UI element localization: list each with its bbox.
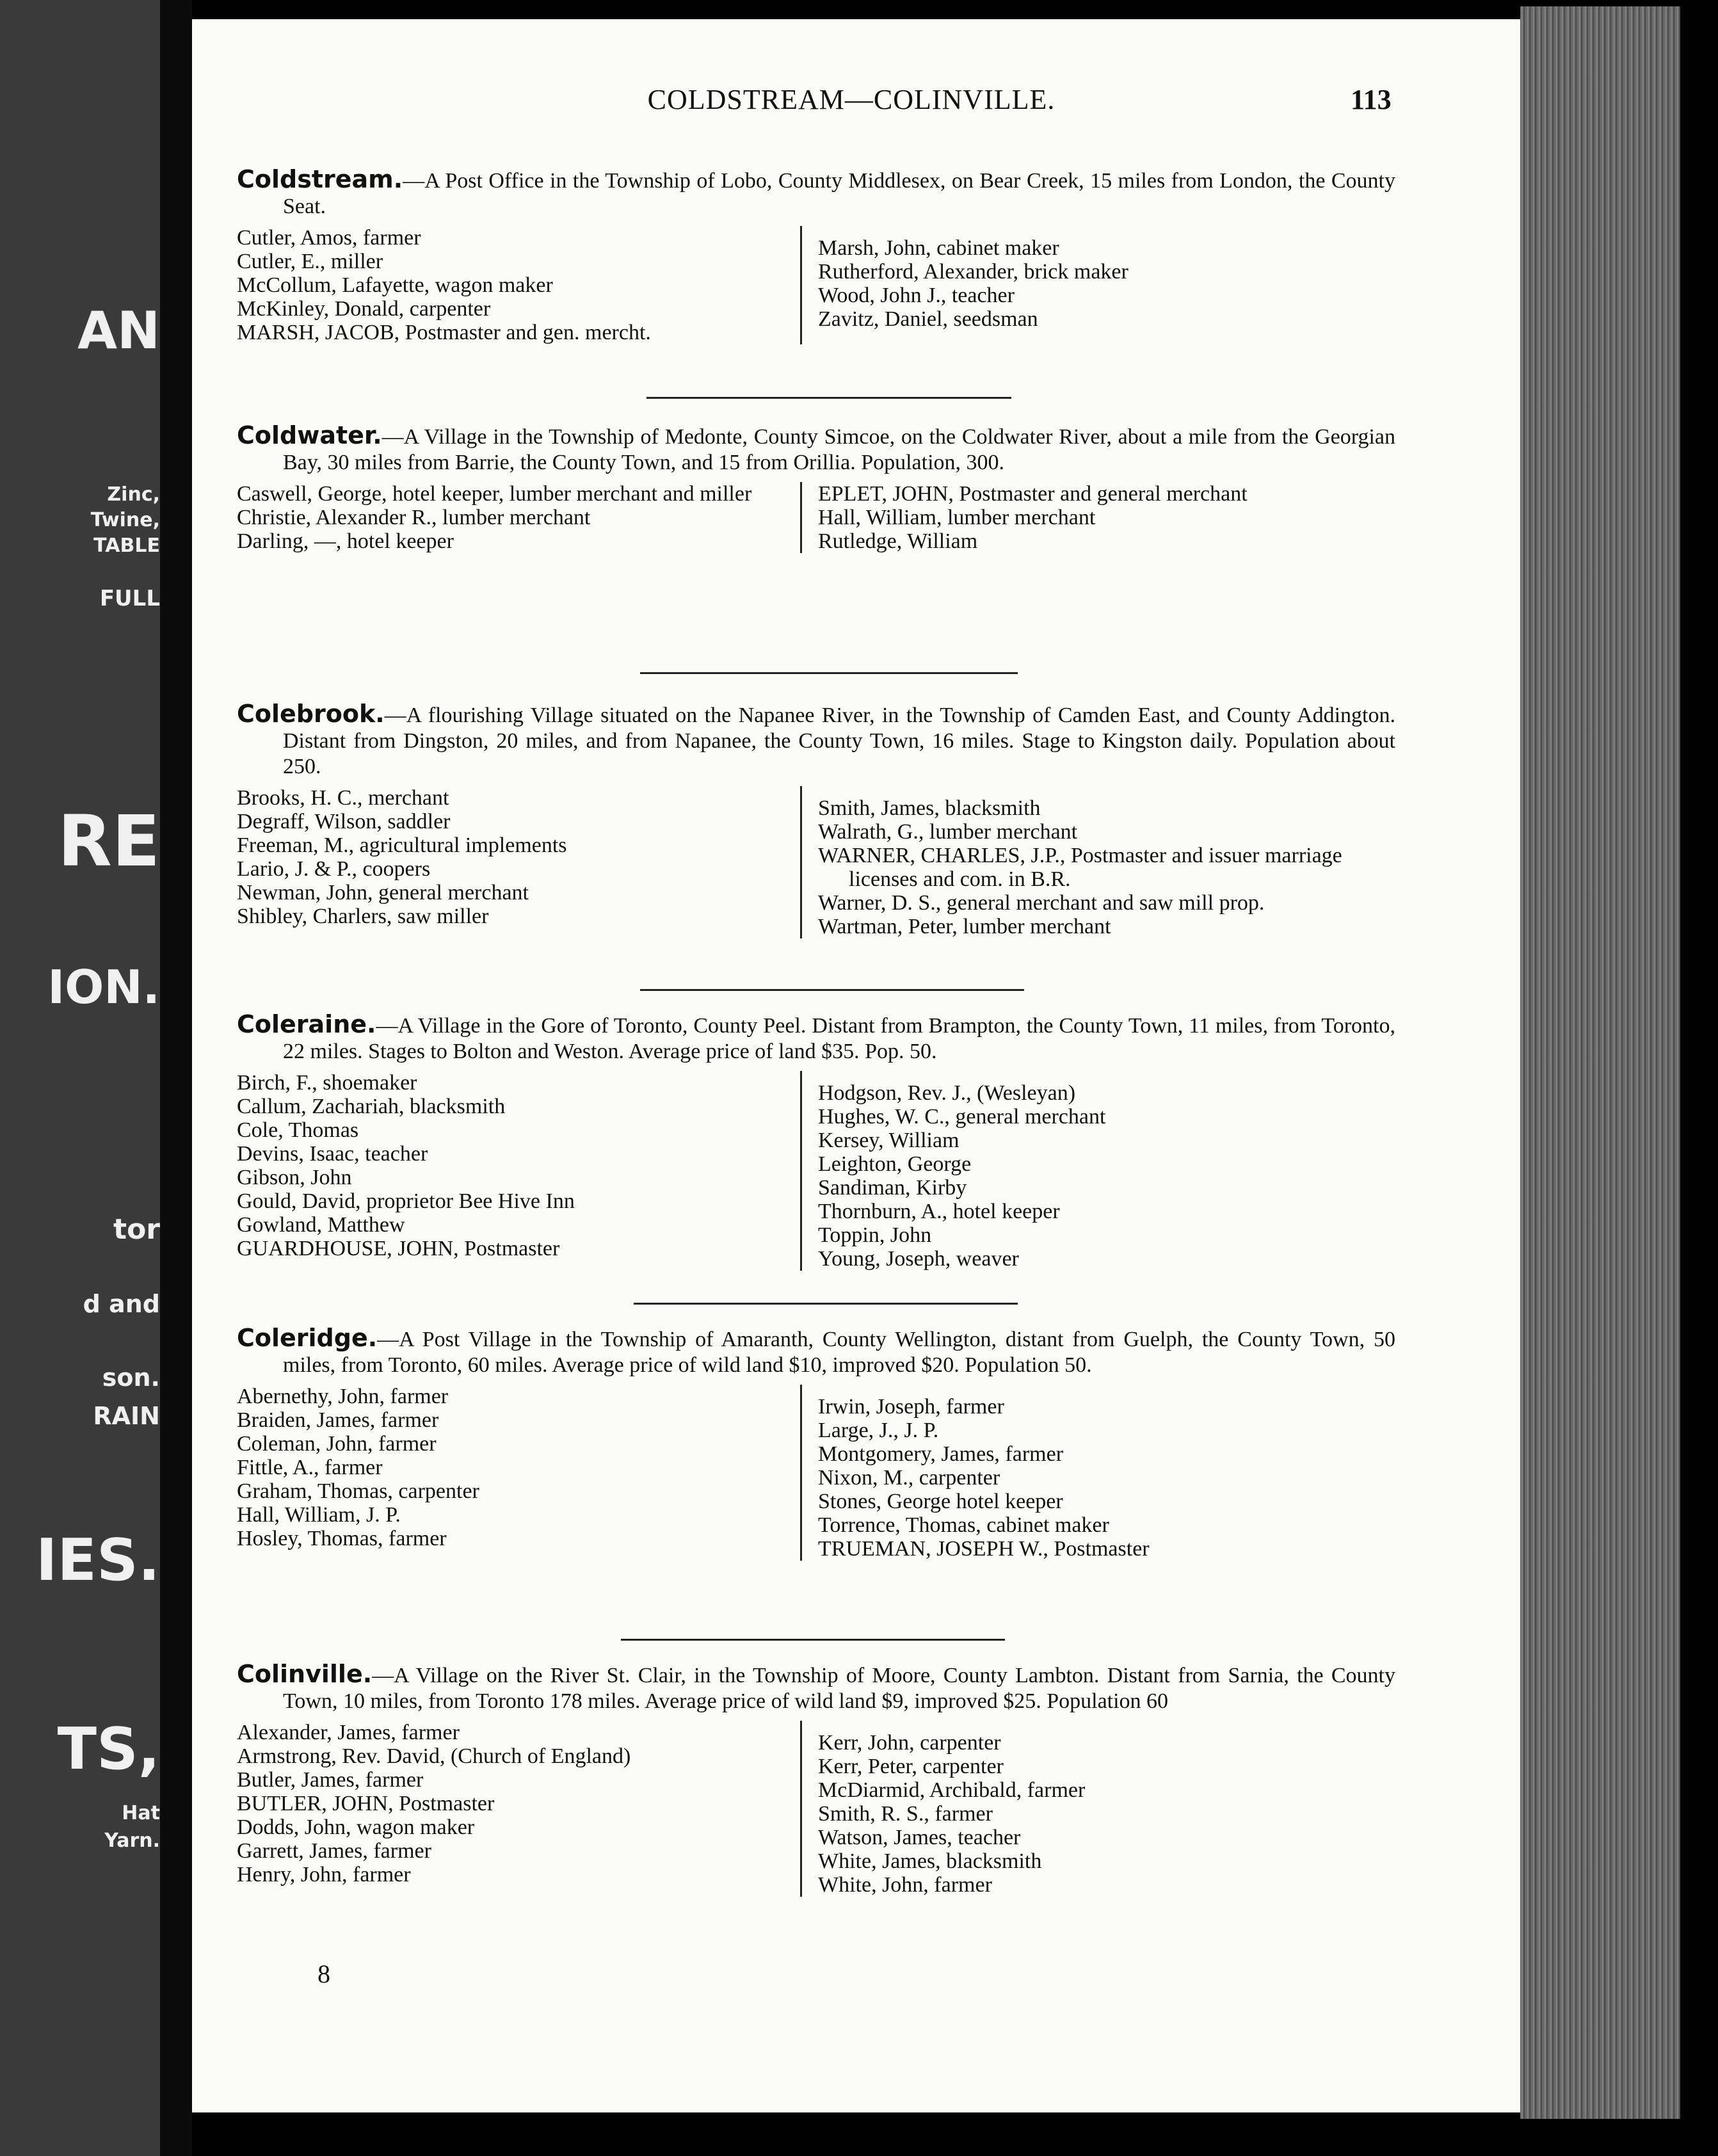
facing-page-fragment: son.: [102, 1364, 160, 1392]
entry-description: [237, 1325, 1395, 1378]
section-divider: [621, 1639, 1005, 1641]
resident-entry: Wartman, Peter, lumber merchant: [818, 915, 1111, 938]
residents-left-column: [237, 1071, 800, 1271]
residents-left-column: [237, 1385, 800, 1561]
entry-description: [237, 1011, 1395, 1065]
page-edges: [1520, 6, 1680, 2119]
resident-entry: Birch, F., shoemaker: [237, 1071, 417, 1095]
facing-page-fragment: AN: [77, 301, 160, 360]
entry-description: [237, 1661, 1395, 1714]
entry-coldwater: [237, 422, 1395, 553]
facing-page-fragment: RE: [58, 800, 160, 882]
place-name: Coleraine.: [237, 1010, 376, 1038]
description-text: —A flourishing Village situated on the Napanee River, in the Township of Camden East, and County Addington. Distant from Dingston, 20 miles, and from Napanee, the County Town, 16 miles. Stage to Kingston daily. Population about 250.: [283, 704, 1395, 778]
printer-signature: 8: [317, 1959, 330, 1988]
resident-entry: Sandiman, Kirby: [818, 1176, 967, 1200]
facing-page-fragment: RAIN: [93, 1402, 160, 1430]
description-text: —A Village in the Gore of Toronto, County Peel. Distant from Brampton, the County Town, 11 miles, from Toronto, 22 miles. Stages to Bolton and Weston. Average price of land $35. Pop. 50.: [283, 1014, 1395, 1063]
resident-entry: Devins, Isaac, teacher: [237, 1142, 428, 1166]
resident-entry: Cutler, Amos, farmer: [237, 226, 421, 250]
resident-entry: Cole, Thomas: [237, 1118, 359, 1142]
resident-entry: Butler, James, farmer: [237, 1768, 424, 1792]
facing-page-fragment: Zinc,: [107, 483, 160, 506]
resident-entry: Thornburn, A., hotel keeper: [818, 1200, 1060, 1223]
facing-page-fragment: IES.: [36, 1527, 160, 1594]
resident-entry: Smith, James, blacksmith: [818, 796, 1041, 820]
resident-entry: Garrett, James, farmer: [237, 1839, 431, 1863]
resident-entry: TRUEMAN, JOSEPH W., Postmaster: [818, 1537, 1150, 1561]
description-text: —A Post Village in the Township of Amaranth, County Wellington, distant from Guelph, the County Town, 50 miles, from Toronto, 60 miles. Average price of wild land $10, improved $20. Population 50.: [283, 1328, 1395, 1377]
resident-entry: Toppin, John: [818, 1223, 932, 1247]
description-text: —A Post Office in the Township of Lobo, County Middlesex, on Bear Creek, 15 miles from London, the County Seat.: [283, 169, 1395, 218]
resident-entry: Cutler, E., miller: [237, 250, 383, 273]
resident-entry: Caswell, George, hotel keeper, lumber merchant and miller: [237, 482, 752, 506]
entry-coleridge: [237, 1325, 1395, 1561]
section-divider: [646, 397, 1011, 399]
resident-entry: Christie, Alexander R., lumber merchant: [237, 506, 591, 529]
residents-columns: [237, 786, 1395, 938]
resident-entry: Montgomery, James, farmer: [818, 1442, 1064, 1466]
resident-entry: Braiden, James, farmer: [237, 1408, 439, 1432]
resident-entry: Gould, David, proprietor Bee Hive Inn: [237, 1189, 575, 1213]
resident-entry: Fittle, A., farmer: [237, 1456, 383, 1479]
running-title: COLDSTREAM—COLINVILLE.: [647, 84, 1056, 115]
resident-entry: McCollum, Lafayette, wagon maker: [237, 273, 553, 297]
book-gutter: [160, 0, 192, 2156]
residents-columns: [237, 1071, 1395, 1271]
resident-entry: Irwin, Joseph, farmer: [818, 1395, 1004, 1419]
residents-left-column: [237, 1721, 800, 1897]
entry-coldstream: [237, 166, 1395, 344]
facing-page-fragment: Hat: [122, 1802, 160, 1824]
section-divider: [640, 672, 1018, 674]
resident-entry: Large, J., J. P.: [818, 1419, 939, 1442]
description-text: —A Village on the River St. Clair, in the Township of Moore, County Lambton. Distant from Sarnia, the County Town, 10 miles, from Toronto 178 miles. Average price of wild land $9, improved $25. Population 60: [283, 1664, 1395, 1713]
resident-entry: Warner, D. S., general merchant and saw mill prop.: [818, 891, 1265, 915]
resident-entry: Henry, John, farmer: [237, 1863, 411, 1886]
residents-right-column: [800, 226, 1381, 344]
directory-page: [192, 19, 1520, 2112]
resident-entry: Rutherford, Alexander, brick maker: [818, 260, 1128, 284]
place-name: Colebrook.: [237, 700, 385, 728]
resident-entry: Degraff, Wilson, saddler: [237, 810, 451, 833]
facing-page-fragment: tor: [113, 1213, 160, 1246]
resident-entry: Zavitz, Daniel, seedsman: [818, 307, 1038, 331]
resident-entry: White, John, farmer: [818, 1873, 992, 1897]
resident-entry: Kersey, William: [818, 1129, 959, 1152]
facing-page-fragment: Yarn.: [104, 1830, 160, 1852]
resident-entry: Wood, John J., teacher: [818, 284, 1015, 307]
facing-page-sliver: [0, 0, 160, 2156]
resident-entry: Coleman, John, farmer: [237, 1432, 437, 1456]
residents-right-column: [800, 1071, 1381, 1271]
resident-entry: Graham, Thomas, carpenter: [237, 1479, 479, 1503]
resident-entry: Kerr, John, carpenter: [818, 1731, 1001, 1755]
place-name: Coldwater.: [237, 421, 382, 449]
residents-right-column: [800, 1385, 1381, 1561]
resident-entry: Hughes, W. C., general merchant: [818, 1105, 1106, 1129]
resident-entry: Rutledge, William: [818, 529, 978, 553]
resident-entry: Lario, J. & P., coopers: [237, 857, 431, 881]
resident-entry: Alexander, James, farmer: [237, 1721, 460, 1744]
residents-columns: [237, 1385, 1395, 1561]
entry-colebrook: [237, 701, 1395, 938]
section-divider: [640, 989, 1024, 991]
resident-entry: Dodds, John, wagon maker: [237, 1815, 475, 1839]
facing-page-fragment: FULL: [99, 586, 160, 611]
resident-entry: Armstrong, Rev. David, (Church of England): [237, 1744, 631, 1768]
place-name: Colinville.: [237, 1660, 373, 1688]
resident-entry: Gibson, John: [237, 1166, 352, 1189]
resident-entry: McDiarmid, Archibald, farmer: [818, 1778, 1086, 1802]
place-name: Coleridge.: [237, 1324, 378, 1352]
residents-right-column: [800, 482, 1381, 553]
residents-right-column: [800, 1721, 1381, 1897]
entry-description: [237, 166, 1395, 220]
resident-entry: Torrence, Thomas, cabinet maker: [818, 1513, 1109, 1537]
entry-colinville: [237, 1661, 1395, 1897]
section-divider: [634, 1303, 1018, 1305]
resident-entry: Darling, —, hotel keeper: [237, 529, 454, 553]
resident-entry: Marsh, John, cabinet maker: [818, 236, 1059, 260]
facing-page-fragment: Twine,: [90, 509, 160, 531]
resident-entry: Callum, Zachariah, blacksmith: [237, 1095, 506, 1118]
resident-entry: Stones, George hotel keeper: [818, 1490, 1063, 1513]
resident-entry: Smith, R. S., farmer: [818, 1802, 993, 1826]
resident-entry: BUTLER, JOHN, Postmaster: [237, 1792, 495, 1815]
resident-entry: Freeman, M., agricultural implements: [237, 833, 567, 857]
resident-entry: Nixon, M., carpenter: [818, 1466, 1000, 1490]
resident-entry: Hall, William, J. P.: [237, 1503, 401, 1527]
residents-left-column: [237, 786, 800, 938]
page-number: 113: [1351, 84, 1392, 115]
entry-coleraine: [237, 1011, 1395, 1271]
resident-entry: Watson, James, teacher: [818, 1826, 1021, 1849]
resident-entry: Kerr, Peter, carpenter: [818, 1755, 1004, 1778]
resident-entry: EPLET, JOHN, Postmaster and general merchant: [818, 482, 1248, 506]
resident-entry: Walrath, G., lumber merchant: [818, 820, 1078, 844]
resident-entry: Gowland, Matthew: [237, 1213, 405, 1237]
resident-entry: Brooks, H. C., merchant: [237, 786, 449, 810]
residents-columns: [237, 482, 1395, 553]
residents-columns: [237, 1721, 1395, 1897]
resident-entry: GUARDHOUSE, JOHN, Postmaster: [237, 1237, 560, 1260]
resident-entry: Hodgson, Rev. J., (Wesleyan): [818, 1081, 1076, 1105]
resident-entry: Young, Joseph, weaver: [818, 1247, 1019, 1271]
facing-page-fragment: d and: [83, 1290, 160, 1318]
entry-description: [237, 422, 1395, 476]
resident-entry: MARSH, JACOB, Postmaster and gen. mercht.: [237, 321, 651, 344]
resident-entry: WARNER, CHARLES, J.P., Postmaster and issuer marriage licenses and com. in B.R.: [818, 844, 1342, 891]
resident-entry: Newman, John, general merchant: [237, 881, 529, 905]
residents-columns: [237, 226, 1395, 344]
residents-left-column: [237, 226, 800, 344]
resident-entry: Abernethy, John, farmer: [237, 1385, 449, 1408]
resident-entry: McKinley, Donald, carpenter: [237, 297, 491, 321]
facing-page-fragment: ION.: [47, 960, 160, 1014]
entry-description: [237, 701, 1395, 780]
resident-entry: Hosley, Thomas, farmer: [237, 1527, 447, 1550]
resident-entry: Hall, William, lumber merchant: [818, 506, 1096, 529]
resident-entry: Shibley, Charlers, saw miller: [237, 905, 489, 928]
place-name: Coldstream.: [237, 165, 403, 193]
residents-right-column: [800, 786, 1381, 938]
residents-left-column: [237, 482, 800, 553]
resident-entry: White, James, blacksmith: [818, 1849, 1042, 1873]
facing-page-fragment: TS,: [57, 1716, 160, 1783]
facing-page-fragment: TABLE: [93, 535, 160, 557]
resident-entry: Leighton, George: [818, 1152, 972, 1176]
description-text: —A Village in the Township of Medonte, County Simcoe, on the Coldwater River, about a mile from the Georgian Bay, 30 miles from Barrie, the County Town, and 15 from Orillia. Population, 300.: [283, 425, 1395, 474]
